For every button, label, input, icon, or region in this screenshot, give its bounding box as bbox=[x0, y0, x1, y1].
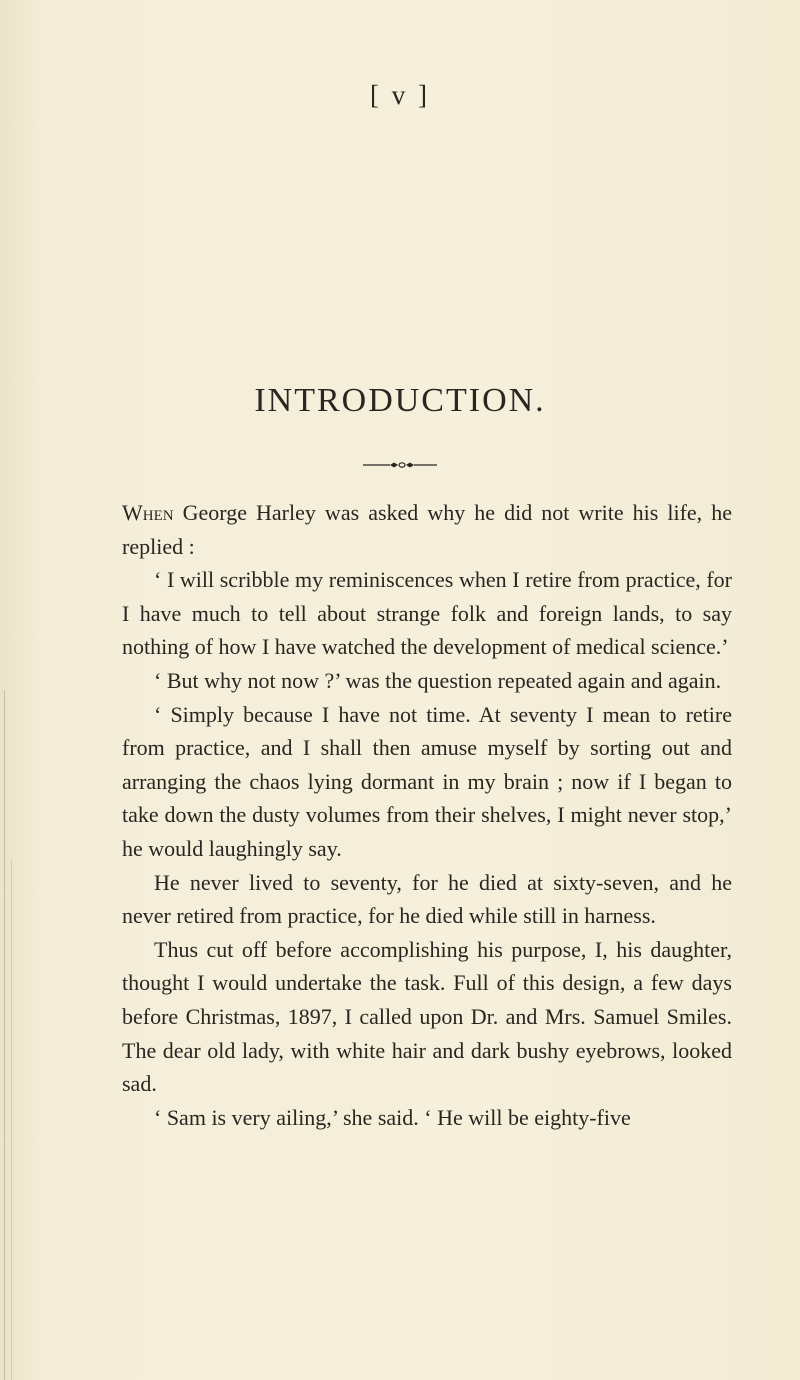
paragraph: ‘ But why not now ?’ was the question repeated again and again. bbox=[154, 667, 722, 693]
paragraph: He never lived to seventy, for he died at sixty-seven, and he never retired from practice, for he died while still in harness. bbox=[122, 869, 732, 929]
binding-edge-line bbox=[11, 860, 12, 1380]
paragraph: ‘ Simply because I have not time. At seventy I mean to retire from practice, and I shall then amuse myself by sorting out and arranging the chaos lying dormant in my brain ; now if I began to take down the dusty volumes from their shelves, I might never stop,’ he would laughingly say. bbox=[122, 701, 732, 861]
page-number: [ v ] bbox=[370, 80, 430, 110]
body-text bbox=[122, 496, 732, 1134]
paragraph: Thus cut off before accomplishing his purpose, I, his daughter, thought I would undertake the task. Full of this design, a few days before Christmas, 1897, I called upon Dr. and Mrs. Samuel Smiles. The dear old lady, with white hair and dark bushy eyebrows, looked sad. bbox=[122, 936, 732, 1097]
paragraph-text: George Harley was asked why he did not write his life, he replied : bbox=[122, 500, 732, 559]
paragraph: ‘ Sam is very ailing,’ she said. ‘ He will be eighty-five bbox=[154, 1104, 631, 1130]
binding-edge-line bbox=[4, 690, 5, 1380]
opening-word: When bbox=[122, 500, 174, 525]
chapter-heading: INTRODUCTION. bbox=[254, 382, 546, 419]
paragraph: ‘ I will scribble my reminiscences when I retire from practice, for I have much to tell about strange folk and foreign lands, to say nothing of how I have watched the development of medical science.’ bbox=[122, 567, 732, 660]
paragraph bbox=[122, 496, 732, 563]
ornament-divider bbox=[363, 460, 437, 470]
